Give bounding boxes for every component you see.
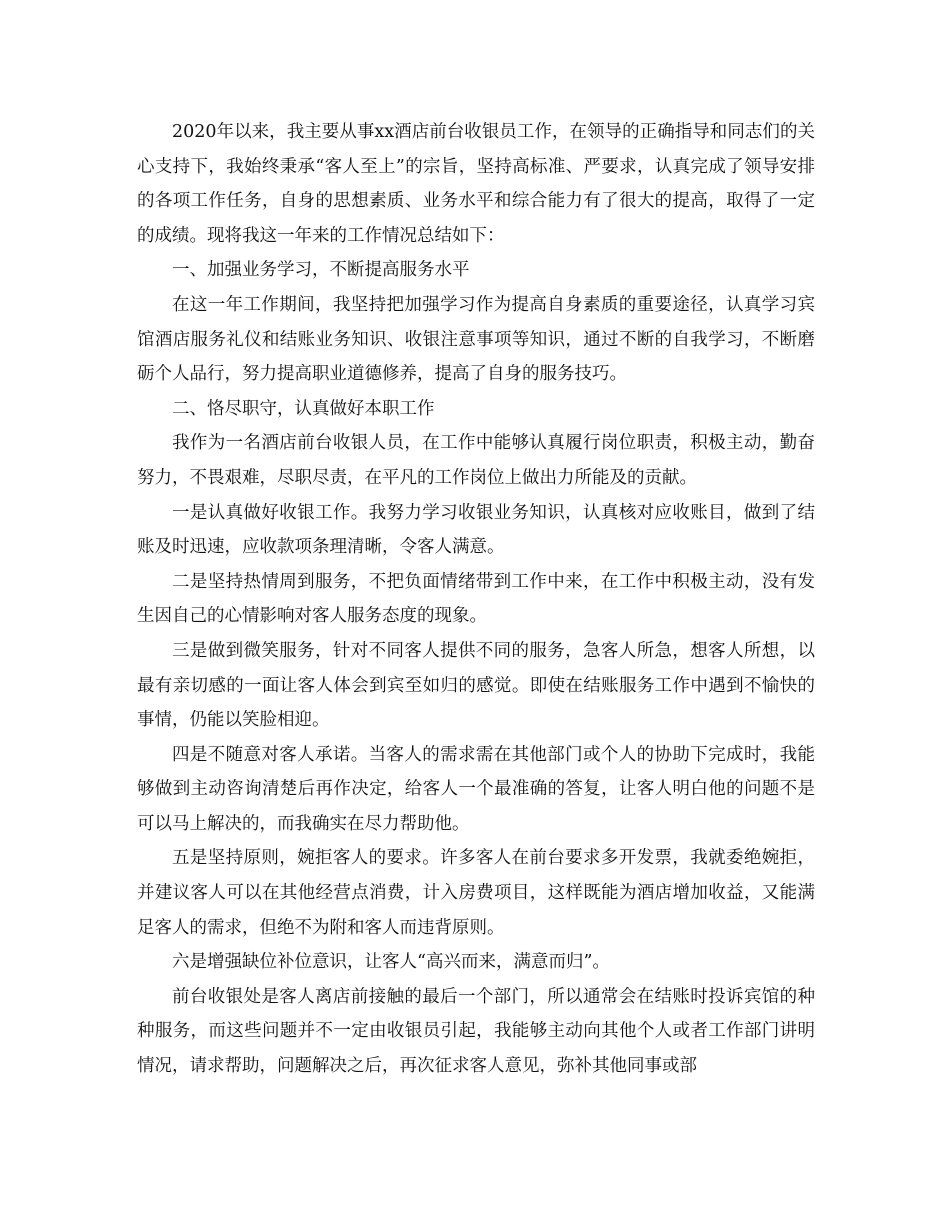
list-item-paragraph: 二是坚持热情周到服务，不把负面情绪带到工作中来，在工作中积极主动，没有发生因自己的心情影响对客人服务态度的现象。 — [137, 571, 815, 627]
list-item-paragraph: 五是坚持原则，婉拒客人的要求。许多客人在前台要求多开发票，我就委绝婉拒，并建议客人可以在其他经营点消费，计入房费项目，这样既能为酒店增加收益，又能满足客人的需求，但绝不为附和客人而违背原则。 — [137, 848, 815, 938]
paragraph: 在这一年工作期间，我坚持把加强学习作为提高自身素质的重要途径，认真学习宾馆酒店服务礼仪和结账业务知识、收银注意事项等知识，通过不断的自我学习，不断磨砺个人品行，努力提高职业道德修养，提高了自身的服务技巧。 — [137, 294, 815, 385]
list-item-paragraph: 四是不随意对客人承诺。当客人的需求需在其他部门或个人的协助下完成时，我能够做到主动咨询清楚后再作决定，给客人一个最准确的答复，让客人明白他的问题不是可以马上解决的，而我确实在尽力帮助他。 — [137, 744, 815, 834]
list-item-paragraph: 三是做到微笑服务，针对不同客人提供不同的服务，急客人所急，想客人所想，以最有亲切感的一面让客人体会到宾至如归的感觉。即使在结账服务工作中遇到不愉快的事情，仍能以笑脸相迎。 — [137, 640, 815, 731]
section-heading-1: 一、加强业务学习，不断提高服务水平 — [172, 260, 470, 281]
document-body — [137, 115, 815, 1084]
paragraph: 我作为一名酒店前台收银人员，在工作中能够认真履行岗位职责，积极主动，勤奋努力，不畏艰难，尽职尽责，在平凡的工作岗位上做出力所能及的贡献。 — [137, 433, 815, 488]
list-item-paragraph: 六是增强缺位补位意识，让客人“高兴而来，满意而归”。 — [172, 952, 610, 973]
section-heading-2: 二、恪尽职守，认真做好本职工作 — [172, 398, 435, 419]
list-item-paragraph: 一是认真做好收银工作。我努力学习收银业务知识，认真核对应收账目，做到了结账及时迅速，应收款项条理清晰，令客人满意。 — [137, 502, 815, 558]
paragraph: 前台收银处是客人离店前接触的最后一个部门，所以通常会在结账时投诉宾馆的种种服务，而这些问题并不一定由收银员引起，我能够主动向其他个人或者工作部门讲明情况，请求帮助，问题解决之后，再次征求客人意见，弥补其他同事或部 — [137, 986, 815, 1077]
intro-paragraph: 2020年以来，我主要从事xx酒店前台收银员工作，在领导的正确指导和同志们的关心支持下，我始终秉承“客人至上”的宗旨，坚持高标准、严要求，认真完成了领导安排的各项工作任务，自身的思想素质、业务水平和综合能力有了很大的提高，取得了一定的成绩。现将我这一年来的工作情况总结如下： — [137, 122, 815, 246]
